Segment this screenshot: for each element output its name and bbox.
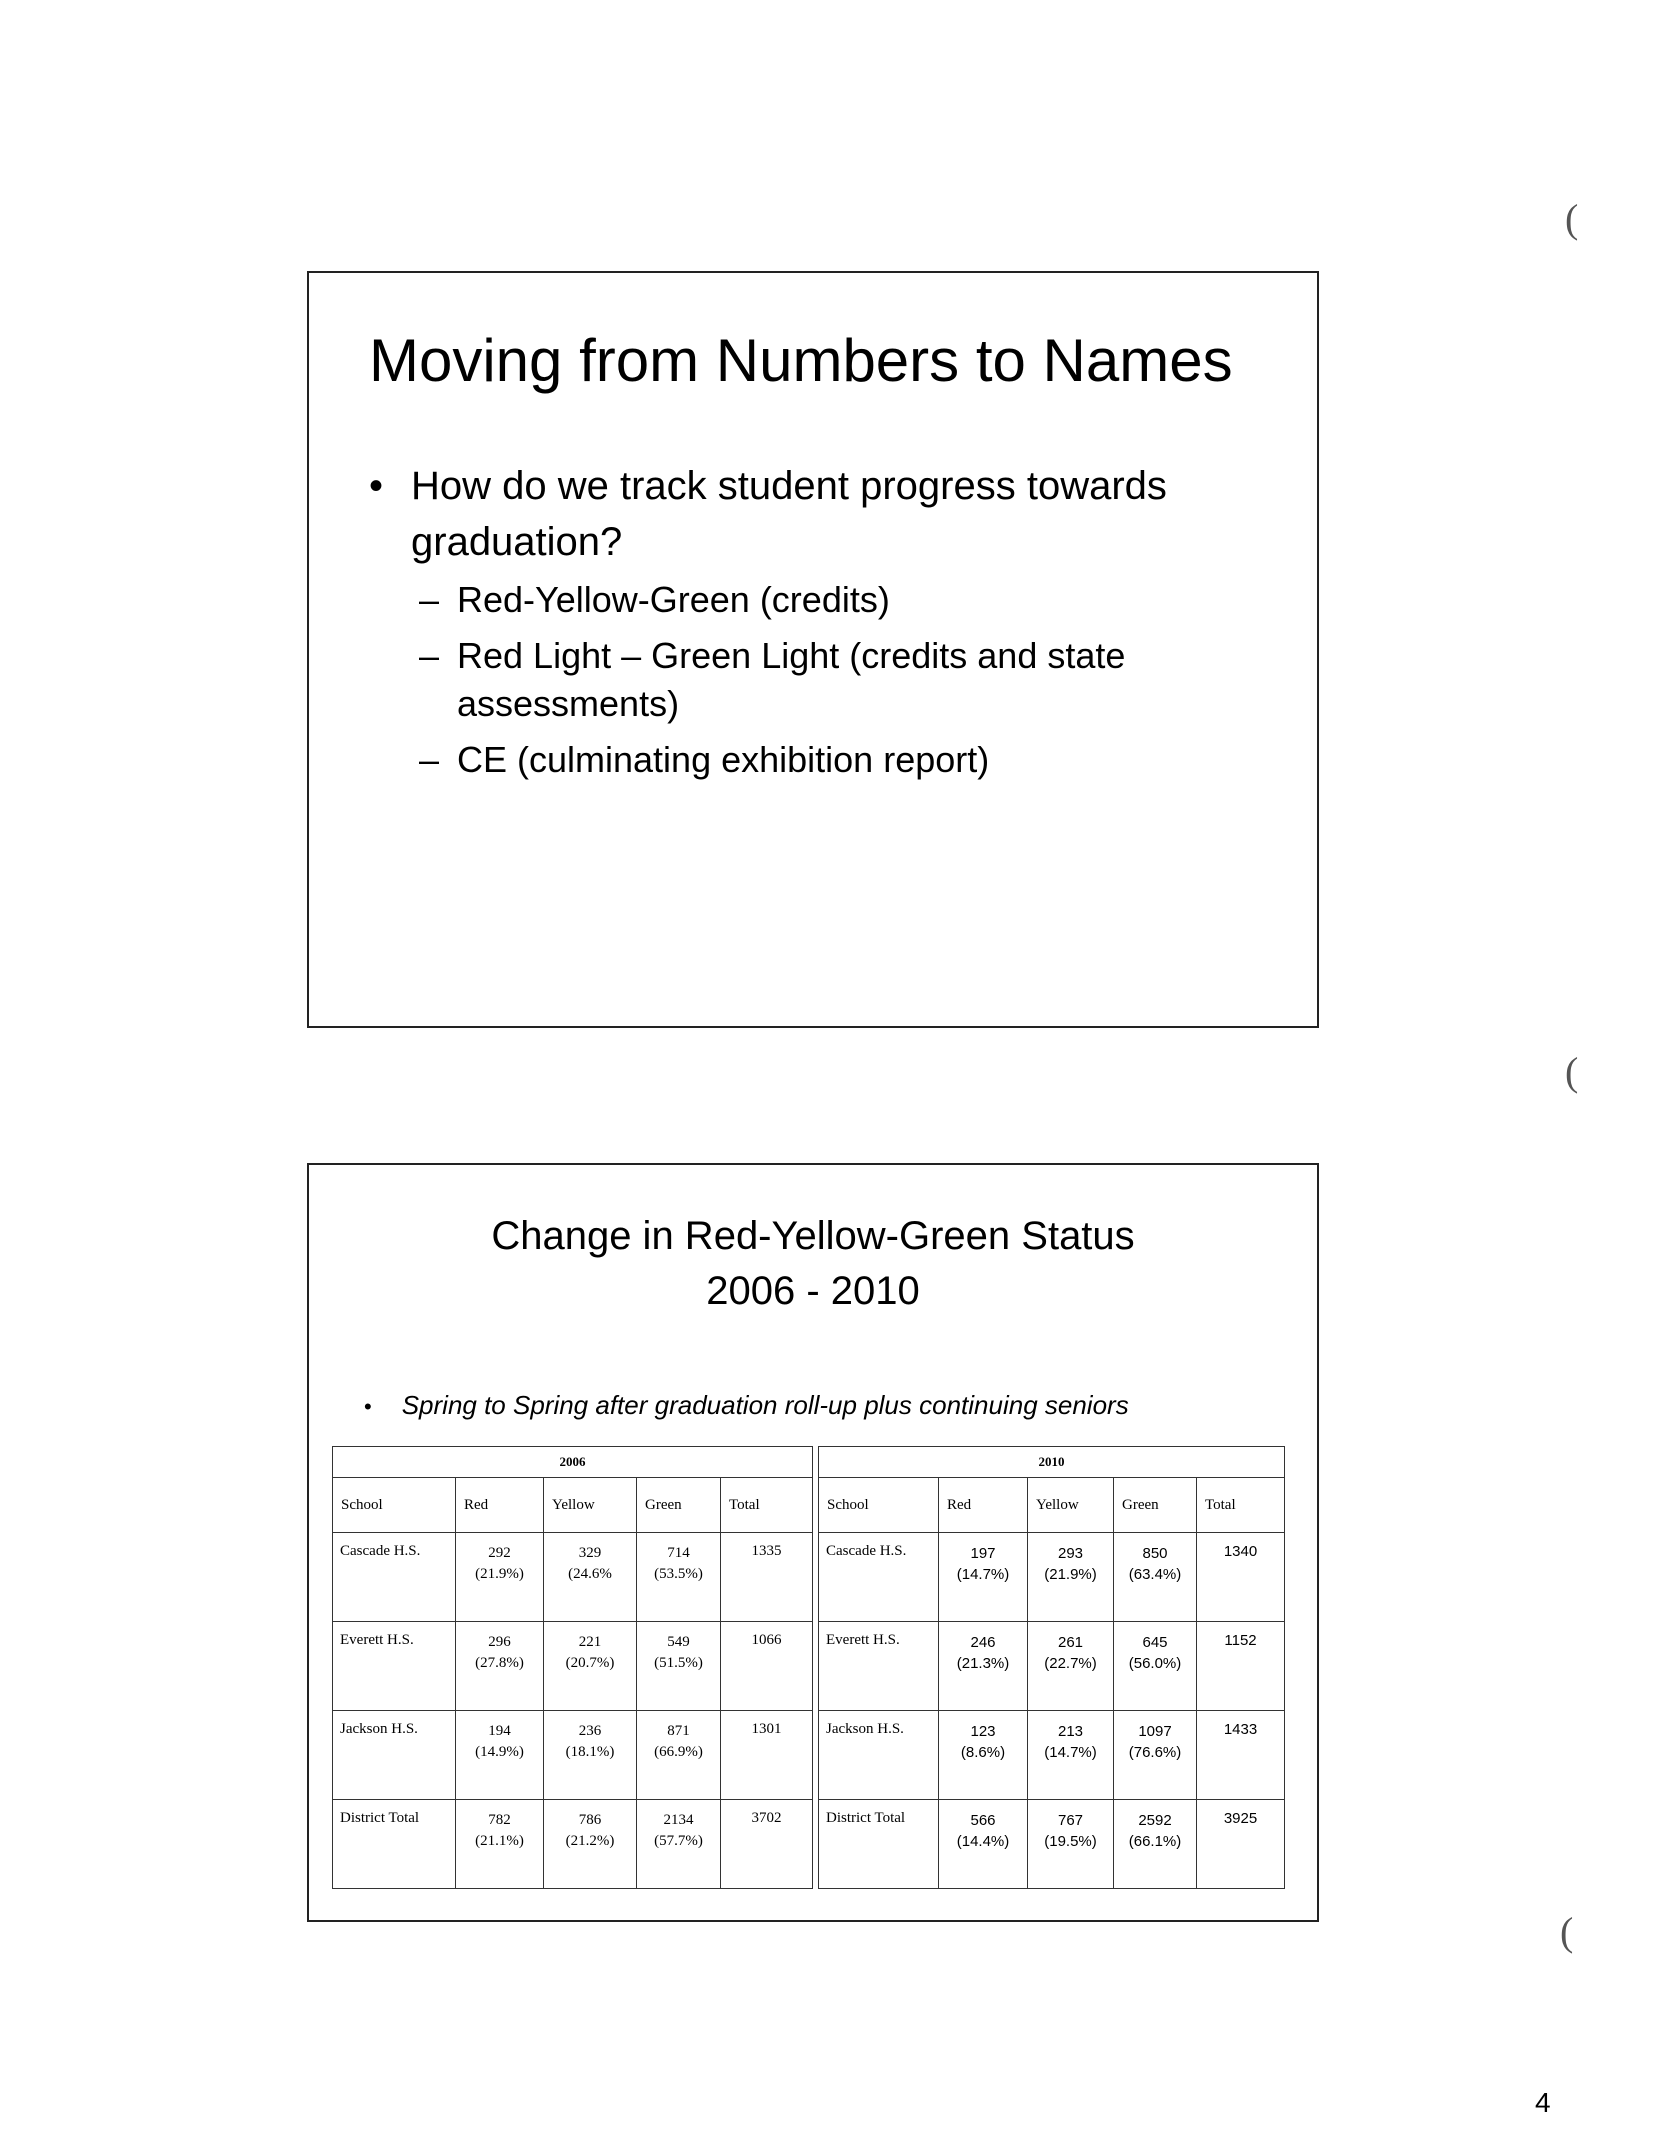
table-2010 [818,1446,1285,1889]
yellow-cell [544,1711,637,1800]
percent: (20.7%) [565,1655,615,1671]
total-cell: 1301 [721,1711,813,1800]
count: 871 [667,1723,690,1739]
table-row [333,1622,813,1711]
percent: (63.4%) [1128,1566,1182,1583]
count: 296 [488,1634,511,1650]
percent: (21.3%) [956,1655,1010,1672]
school-cell: Everett H.S. [333,1622,456,1711]
title-line-2: 2006 - 2010 [706,1269,920,1313]
bullet-dot-icon: • [369,464,384,508]
percent: (14.7%) [1044,1744,1097,1761]
sub-bullet-text: Red Light – Green Light (credits and state assessments) [457,635,1126,724]
school-cell: District Total [819,1800,939,1889]
count: 767 [1057,1812,1084,1829]
count: 2592 [1138,1812,1172,1829]
slide-moving-numbers-to-names [307,271,1319,1028]
yellow-cell [1028,1711,1114,1800]
green-cell [1114,1533,1197,1622]
count: 782 [488,1812,511,1828]
dash-icon: – [419,579,440,620]
total-cell: 1340 [1197,1533,1285,1622]
count: 236 [578,1723,602,1739]
count: 2134 [663,1812,694,1828]
column-header: School [819,1478,939,1533]
column-header: Yellow [1028,1478,1114,1533]
title-line-1: Change in Red-Yellow-Green Status [491,1214,1135,1258]
percent: (21.1%) [475,1833,524,1849]
percent: (21.2%) [565,1833,615,1849]
table-row [819,1622,1285,1711]
percent: (24.6% [568,1566,612,1582]
count: 194 [488,1723,511,1739]
percent: (76.6%) [1128,1744,1182,1761]
yellow-cell [1028,1800,1114,1889]
slide-title [309,1209,1317,1319]
school-cell: Jackson H.S. [819,1711,939,1800]
column-header: Green [1114,1478,1197,1533]
sub-bullet-text: CE (culminating exhibition report) [457,739,990,780]
green-cell [1114,1622,1197,1711]
table-row [819,1711,1285,1800]
count: 293 [1057,1545,1084,1562]
red-cell [456,1800,544,1889]
green-cell [1114,1800,1197,1889]
percent: (22.7%) [1044,1655,1097,1672]
percent: (66.9%) [654,1744,703,1760]
count: 123 [970,1723,996,1740]
green-cell [637,1800,721,1889]
red-cell [939,1711,1028,1800]
percent: (57.7%) [654,1833,703,1849]
slide-ryg-status-change [307,1163,1319,1922]
column-header: Total [721,1478,813,1533]
yellow-cell [1028,1533,1114,1622]
count: 213 [1057,1723,1084,1740]
count: 786 [578,1812,602,1828]
school-cell: Cascade H.S. [333,1533,456,1622]
count: 714 [667,1545,690,1561]
green-cell [637,1711,721,1800]
note-bullet [364,1390,1129,1421]
percent: (21.9%) [1044,1566,1097,1583]
percent: (66.1%) [1128,1833,1182,1850]
count: 246 [970,1634,996,1651]
table-2006 [332,1446,813,1889]
green-cell [1114,1711,1197,1800]
yellow-cell [544,1533,637,1622]
percent: (53.5%) [654,1566,703,1582]
red-cell [456,1622,544,1711]
school-cell: Jackson H.S. [333,1711,456,1800]
total-cell: 1433 [1197,1711,1285,1800]
column-header: School [333,1478,456,1533]
count: 221 [578,1634,602,1650]
sub-bullet-text: Red-Yellow-Green (credits) [457,579,890,620]
bullet-text: How do we track student progress towards graduation? [411,464,1167,564]
red-cell [456,1533,544,1622]
total-cell: 1152 [1197,1622,1285,1711]
school-cell: Everett H.S. [819,1622,939,1711]
column-header: Red [939,1478,1028,1533]
column-header: Total [1197,1478,1285,1533]
margin-mark: ( [1565,196,1579,241]
percent: (51.5%) [654,1655,703,1671]
sub-bullet-item [419,576,1269,624]
page-number: 4 [1535,2087,1551,2118]
table-year: 2010 [819,1447,1285,1478]
count: 566 [970,1812,996,1829]
school-cell: Cascade H.S. [819,1533,939,1622]
percent: (56.0%) [1128,1655,1182,1672]
total-cell: 3702 [721,1800,813,1889]
bullet-dot-icon: • [364,1394,372,1419]
total-cell: 1066 [721,1622,813,1711]
count: 549 [667,1634,690,1650]
red-cell [939,1622,1028,1711]
note-text: Spring to Spring after graduation roll-up plus continuing seniors [401,1390,1129,1420]
dash-icon: – [419,635,440,676]
column-header: Red [456,1478,544,1533]
column-header: Green [637,1478,721,1533]
count: 1097 [1138,1723,1172,1740]
table-row [819,1533,1285,1622]
sub-bullet-item [419,736,1269,784]
table-row [333,1533,813,1622]
percent: (27.8%) [475,1655,524,1671]
percent: (19.5%) [1044,1833,1097,1850]
yellow-cell [544,1622,637,1711]
count: 197 [970,1545,996,1562]
count: 292 [488,1545,511,1561]
dash-icon: – [419,739,440,780]
margin-mark: ( [1560,1909,1574,1954]
school-cell: District Total [333,1800,456,1889]
red-cell [939,1800,1028,1889]
count: 261 [1057,1634,1084,1651]
green-cell [637,1622,721,1711]
yellow-cell [544,1800,637,1889]
percent: (8.6%) [960,1744,1006,1761]
count: 850 [1142,1545,1168,1562]
slide-title: Moving from Numbers to Names [369,327,1233,394]
bullet-item [369,458,1269,570]
table-row [333,1800,813,1889]
green-cell [637,1533,721,1622]
yellow-cell [1028,1622,1114,1711]
percent: (14.7%) [956,1566,1010,1583]
bullet-list [369,458,1269,792]
table-row [333,1711,813,1800]
count: 329 [578,1545,602,1561]
table-year: 2006 [333,1447,813,1478]
table-row [819,1800,1285,1889]
total-cell: 3925 [1197,1800,1285,1889]
count: 645 [1142,1634,1168,1651]
sub-bullet-list [369,576,1269,784]
sub-bullet-item [419,632,1269,728]
red-cell [939,1533,1028,1622]
red-cell [456,1711,544,1800]
percent: (14.9%) [475,1744,524,1760]
column-header: Yellow [544,1478,637,1533]
percent: (21.9%) [475,1566,524,1582]
percent: (18.1%) [565,1744,615,1760]
percent: (14.4%) [956,1833,1010,1850]
total-cell: 1335 [721,1533,813,1622]
margin-mark: ( [1565,1049,1579,1094]
